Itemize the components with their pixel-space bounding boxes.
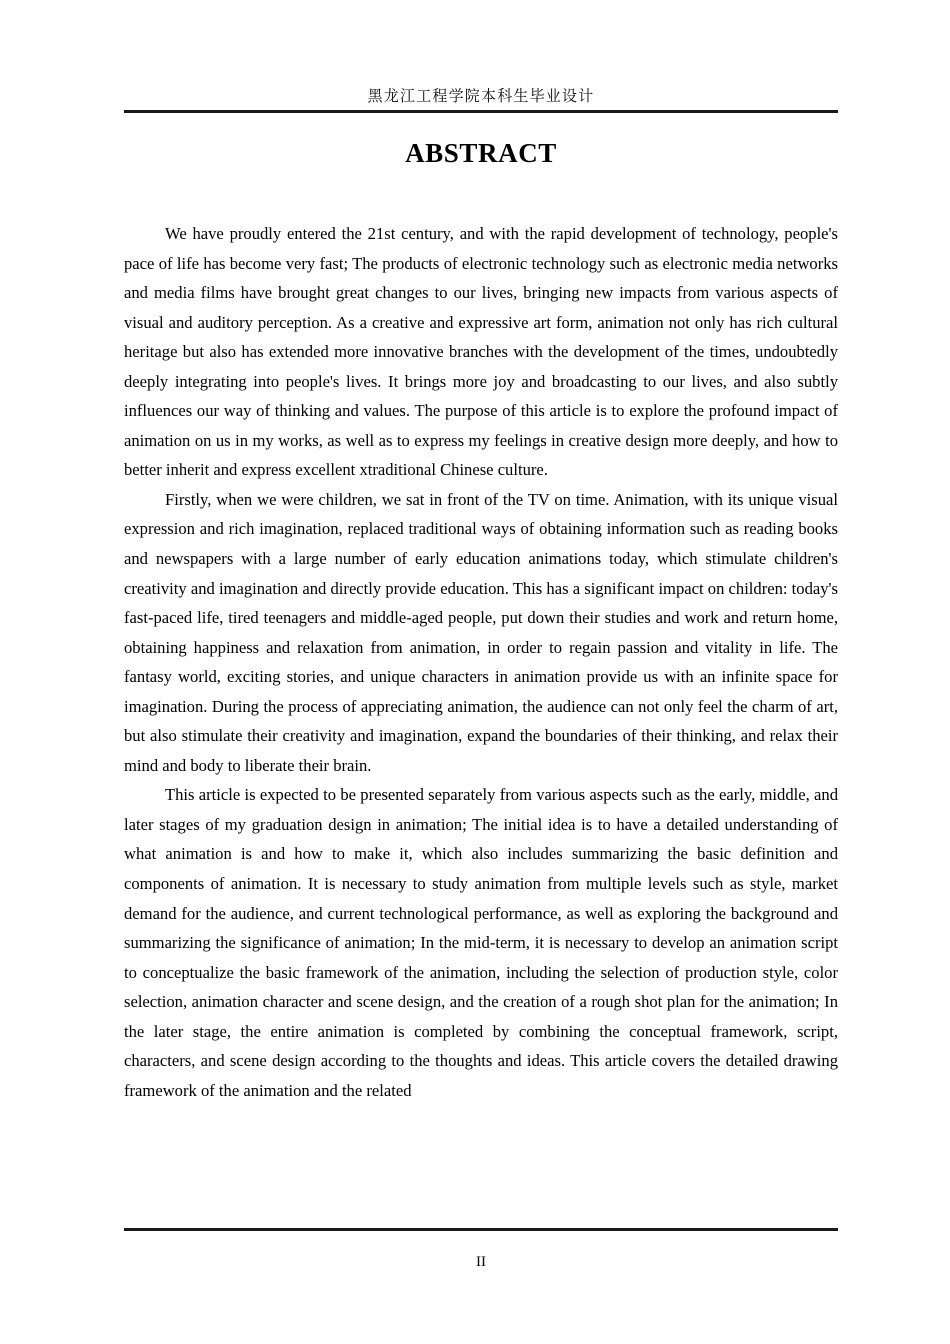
header-divider-rule — [124, 110, 838, 113]
page-number: II — [476, 1254, 486, 1270]
running-header — [124, 86, 838, 106]
page-footer — [124, 1252, 838, 1272]
paragraph: We have proudly entered the 21st century, and with the rapid development of technology, people's pace of life has become very fast; The products of electronic technology such as electronic media networks and media films have brought great changes to our lives, bringing new impacts from various aspects of visual and auditory perception. As a creative and expressive art form, animation not only has rich cultural heritage but also has extended more innovative branches with the development of the times, undoubtedly deeply integrating into people's lives. It brings more joy and broadcasting to our lives, and also subtly influences our way of thinking and values. The purpose of this article is to explore the profound impact of animation on us in my works, as well as to express my feelings in creative design more deeply, and how to better inherit and express excellent xtraditional Chinese culture. — [124, 224, 838, 480]
footer-divider-rule — [124, 1228, 838, 1231]
running-header-text: 黑龙江工程学院本科生毕业设计 — [367, 86, 595, 106]
abstract-body — [124, 219, 838, 1105]
paragraph: This article is expected to be presented separately from various aspects such as the early, middle, and later stages of my graduation design in animation; The initial idea is to have a detailed understanding of what animation is and how to make it, which also includes summarizing the basic definition and components of animation. It is necessary to study animation from multiple levels such as style, market demand for the audience, and current technological performance, as well as exploring the background and summarizing the significance of animation; In the mid-term, it is necessary to develop an animation script to conceptualize the basic framework of the animation, including the selection of production style, color selection, animation character and scene design, and the creation of a rough shot plan for the animation; In the later stage, the entire animation is completed by combining the conceptual framework, script, characters, and scene design according to the thoughts and ideas. This article covers the detailed drawing framework of the animation and the related — [124, 785, 838, 1100]
paragraph: Firstly, when we were children, we sat in front of the TV on time. Animation, with its unique visual expression and rich imagination, replaced traditional ways of obtaining information such as reading books and newspapers with a large number of early education animations today, which stimulate children's creativity and imagination and directly provide education. This has a significant impact on children: today's fast-paced life, tired teenagers and middle-aged people, put down their studies and work and return home, obtaining happiness and relaxation from animation, in order to regain passion and vitality in life. The fantasy world, exciting stories, and unique characters in animation provide us with an infinite space for imagination. During the process of appreciating animation, the audience can not only feel the charm of art, but also stimulate their creativity and imagination, expand the boundaries of their thinking, and relax their mind and body to liberate their brain. — [124, 489, 838, 775]
page-title: ABSTRACT — [405, 138, 557, 168]
